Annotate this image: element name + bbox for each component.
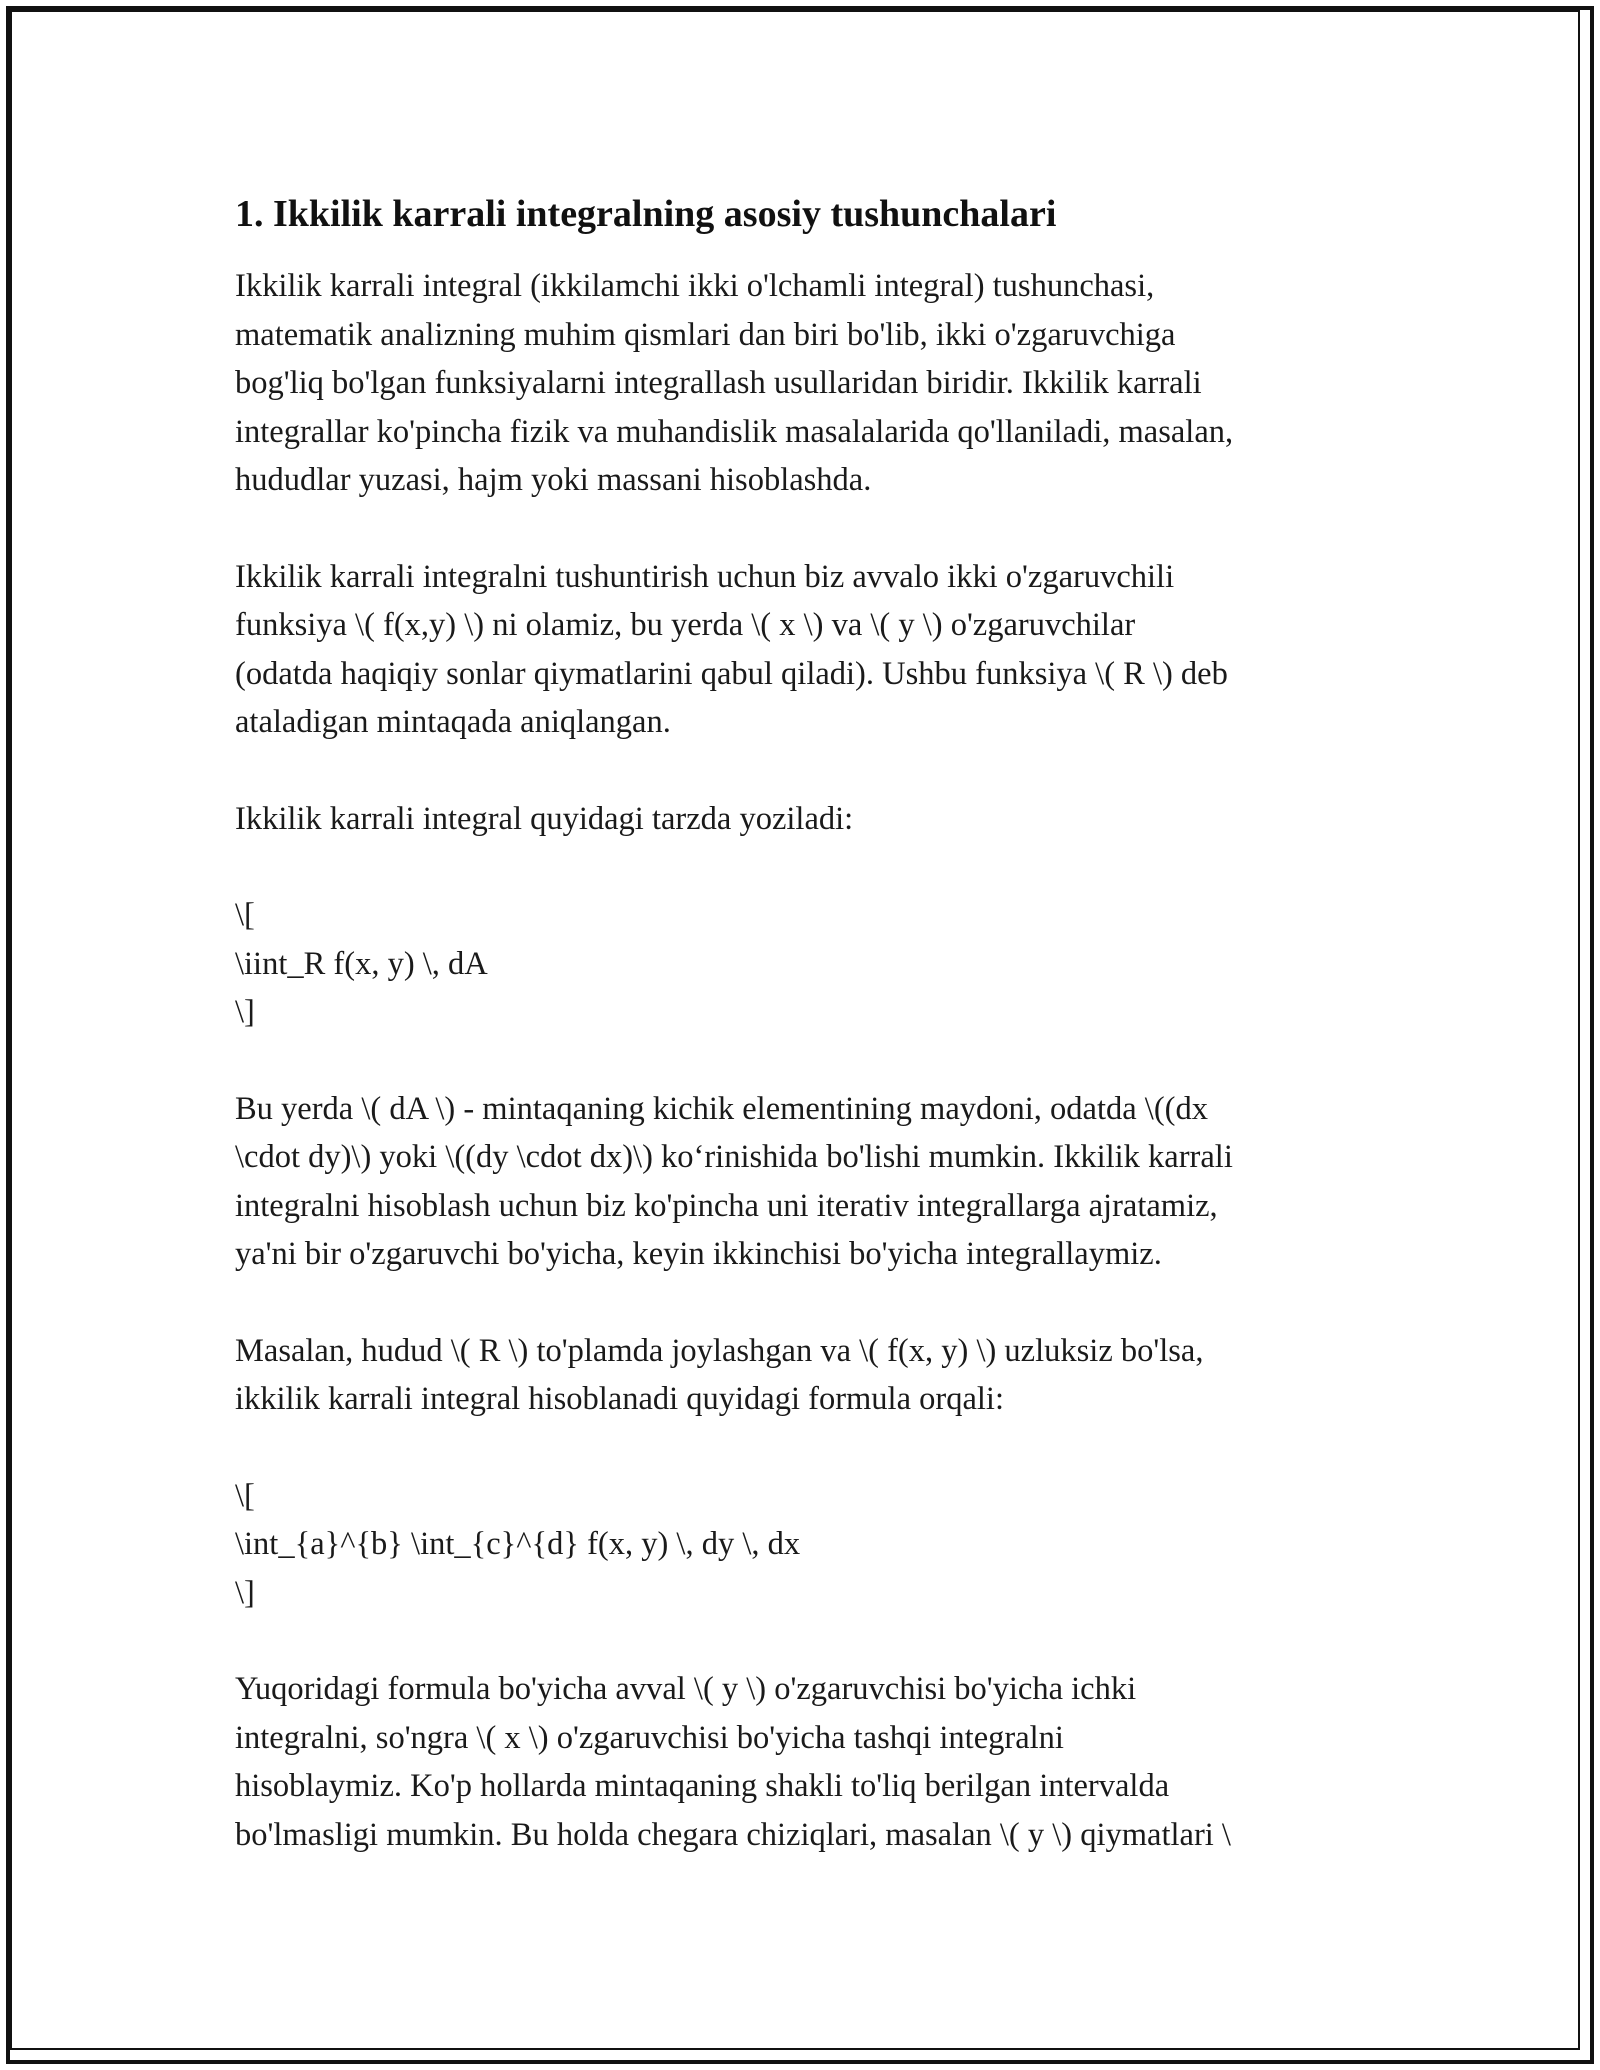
text-line: Ikkilik karrali integral (ikkilamchi ikki o'lchamli integral) tushunchasi, [235, 268, 1155, 304]
text-line: matematik analizning muhim qismlari dan biri bo'lib, ikki o'zgaruvchiga [235, 316, 1176, 353]
text-line: ataladigan mintaqada aniqlangan. [235, 704, 671, 740]
text-line: integrallar ko'pincha fizik va muhandislik masalalarida qo'llaniladi, masalan, [235, 413, 1234, 450]
text-line: (odatda haqiqiy sonlar qiymatlarini qabul qiladi). Ushbu funksiya \( R \) deb [235, 655, 1228, 692]
formula-line: \[ [235, 897, 255, 933]
formula-iterated-integral [235, 1472, 1365, 1618]
text-line: ya'ni bir o'zgaruvchi bo'yicha, keyin ikkinchisi bo'yicha integrallaymiz. [235, 1236, 1162, 1272]
text-line: integralni hisoblash uchun biz ko'pincha uni iterativ integrallarga ajratamiz, [235, 1187, 1218, 1224]
formula-line: \] [235, 1574, 255, 1611]
text-line: Masalan, hudud \( R \) to'plamda joylashgan va \( f(x, y) \) uzluksiz bo'lsa, [235, 1332, 1204, 1369]
formula-double-integral [235, 891, 1365, 1037]
formula-line: \] [235, 994, 255, 1030]
text-line: hisoblaymiz. Ko'p hollarda mintaqaning shakli to'liq berilgan intervalda [235, 1768, 1170, 1804]
formula-line: \[ [235, 1477, 255, 1514]
paragraph-intro [235, 262, 1365, 505]
paragraph-notation-intro [235, 795, 1365, 844]
text-line: integralni, so'ngra \( x \) o'zgaruvchisi bo'yicha tashqi integralni [235, 1719, 1064, 1756]
document-body [235, 188, 1365, 1907]
text-line: \cdot dy)\) yoki \((dy \cdot dx)\) ko‘rinishida bo'lishi mumkin. Ikkilik karrali [235, 1139, 1233, 1175]
text-line: Ikkilik karrali integralni tushuntirish uchun biz avvalo ikki o'zgaruvchili [235, 558, 1175, 595]
formula-line: \int_{a}^{b} \int_{c}^{d} f(x, y) \, dy \, dx [235, 1526, 801, 1562]
text-line: funksiya \( f(x,y) \) ni olamiz, bu yerda \( x \) va \( y \) o'zgaruvchilar [235, 607, 1136, 643]
text-line: hududlar yuzasi, hajm yoki massani hisoblashda. [235, 462, 872, 498]
paragraph-function [235, 553, 1365, 747]
paragraph-example [235, 1327, 1365, 1424]
text-line: ikkilik karrali integral hisoblanadi quyidagi formula orqali: [235, 1381, 1004, 1417]
text-line: bo'lmasligi mumkin. Bu holda chegara chiziqlari, masalan \( y \) qiymatlari \ [235, 1816, 1231, 1853]
text-line: Yuqoridagi formula bo'yicha avval \( y \) o'zgaruvchisi bo'yicha ichki [235, 1671, 1137, 1707]
paragraph-explanation [235, 1665, 1365, 1859]
paragraph-area-element [235, 1085, 1365, 1279]
formula-line: \iint_R f(x, y) \, dA [235, 945, 488, 982]
text-line: bog'liq bo'lgan funksiyalarni integrallash usullaridan biridir. Ikkilik karrali [235, 365, 1202, 401]
section-heading: 1. Ikkilik karrali integralning asosiy tushunchalari [235, 193, 1057, 235]
text-line: Ikkilik karrali integral quyidagi tarzda yoziladi: [235, 800, 854, 837]
text-line: Bu yerda \( dA \) - mintaqaning kichik elementining maydoni, odatda \((dx [235, 1090, 1208, 1127]
